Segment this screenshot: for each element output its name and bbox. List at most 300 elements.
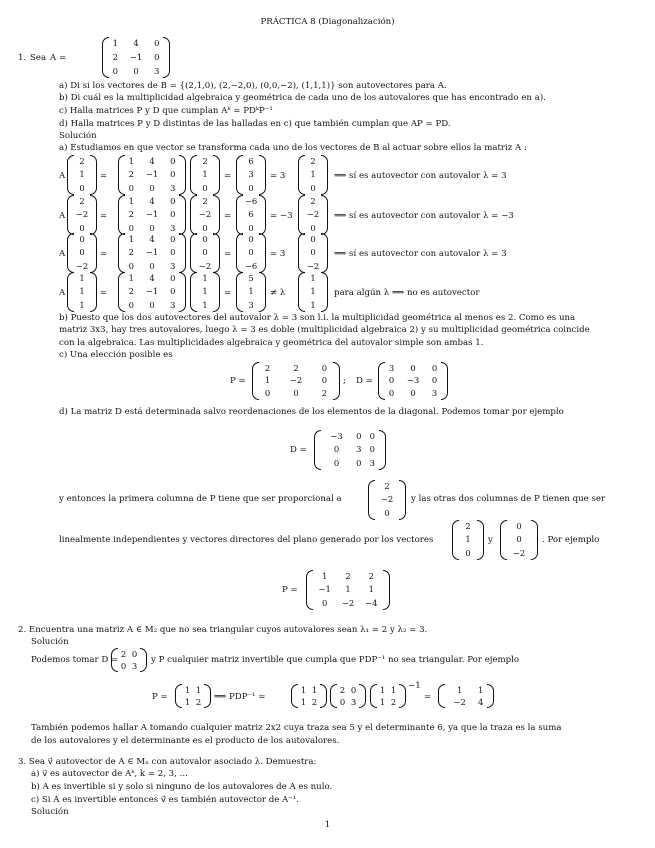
matrix-entry: 3 [431, 388, 438, 399]
vector [67, 155, 97, 195]
left-paren [438, 684, 445, 708]
matrix-entry: 0 [154, 38, 160, 49]
right-paren [90, 155, 97, 195]
right-paren [213, 155, 220, 195]
left-paren [298, 233, 305, 273]
conclusion: ⟹ sí es autovector con autovalor λ = −3 [334, 211, 514, 221]
matrix-D2 [314, 430, 386, 470]
matrix-entry: 0 [133, 65, 139, 76]
matrix-entry: 0 [170, 209, 176, 220]
matrix-entry: 1 [248, 286, 254, 297]
matrix-entry: −1 [145, 169, 159, 180]
solution-b-line1: b) Puesto que los dos autovectores del autovalor λ = 3 son l.i. la multiplicidad geométrica al menos es 2. Como es una [59, 313, 576, 323]
matrix-P [291, 684, 327, 708]
matrix-entry: −2 [75, 260, 89, 271]
matrix-entry: 1 [184, 696, 191, 707]
matrix-entry: 0 [79, 234, 85, 245]
matrix-entry: 1 [202, 299, 208, 310]
matrix-entry: 0 [310, 247, 316, 258]
right-paren [321, 233, 328, 273]
right-paren [477, 520, 484, 560]
matrix-entry: 0 [321, 375, 328, 386]
solution-text: También podemos hallar A tomando cualquier matriz 2x2 cuya traza sea 5 y el determinante 6, ya que la traza es la suma [31, 723, 562, 733]
matrix-entry: 2 [79, 156, 85, 167]
right-paren [179, 155, 186, 195]
matrix-entry: 1 [128, 156, 134, 167]
vector [298, 155, 328, 195]
matrix-entry: 0 [516, 534, 522, 545]
right-paren [140, 648, 147, 672]
left-paren [118, 195, 125, 235]
left-paren [67, 233, 74, 273]
matrix-entry: 0 [128, 260, 134, 271]
right-paren [321, 155, 328, 195]
right-paren [90, 272, 97, 312]
matrix-entry: 0 [369, 444, 375, 455]
matrix-entry: 0 [388, 388, 395, 399]
implies: ⟹ PDP⁻¹ = [214, 692, 266, 702]
right-paren [213, 233, 220, 273]
left-paren [102, 37, 109, 78]
matrix-P [370, 684, 406, 708]
left-paren [236, 272, 243, 312]
right-paren [487, 684, 494, 708]
matrix-A [118, 195, 186, 235]
matrix-entry: 0 [79, 182, 85, 193]
matrix-entry: 0 [170, 156, 176, 167]
matrix-entry: −1 [145, 286, 159, 297]
right-paren [321, 195, 328, 235]
matrix-P2 [306, 570, 390, 610]
matrix-entry: 0 [410, 362, 416, 373]
right-paren [383, 570, 390, 610]
right-paren [179, 272, 186, 312]
matrix-entry: 1 [300, 684, 307, 695]
matrix-label: D = [290, 445, 307, 455]
matrix-D [111, 648, 147, 672]
left-paren [330, 684, 337, 708]
question-b: b) A es invertible si y solo si ninguno de los autovalores de A es nulo. [31, 782, 333, 792]
left-paren [291, 684, 298, 708]
matrix-A [118, 233, 186, 273]
matrix-entry: 0 [431, 362, 438, 373]
A-symbol: A [59, 288, 66, 298]
matrix-entry: 1 [202, 286, 208, 297]
column-vector [500, 520, 538, 560]
left-paren [314, 430, 321, 470]
matrix-entry: 2 [195, 696, 202, 707]
matrix-entry: 0 [293, 388, 299, 399]
matrix-entry: 3 [356, 444, 362, 455]
matrix-entry: 0 [149, 299, 155, 310]
separator: ; [343, 376, 346, 386]
matrix-entry: −2 [198, 260, 212, 271]
left-paren [298, 272, 305, 312]
scalar-relation: = 3 [270, 171, 286, 181]
matrix-entry: 0 [202, 222, 208, 233]
result-vector [236, 155, 266, 195]
matrix-entry: 0 [333, 444, 340, 455]
vector [190, 272, 220, 312]
matrix-entry: 0 [384, 507, 390, 518]
matrix-entry: 1 [79, 273, 85, 284]
matrix-entry: 0 [410, 388, 416, 399]
matrix-entry: 0 [112, 65, 118, 76]
matrix-label: P = [152, 692, 168, 702]
matrix-entry: −1 [318, 584, 331, 595]
matrix-entry: 0 [264, 388, 271, 399]
right-paren [320, 684, 327, 708]
matrix-entry: 1 [465, 534, 471, 545]
matrix-entry: 1 [112, 38, 118, 49]
matrix-entry: −1 [145, 209, 159, 220]
right-paren [179, 195, 186, 235]
matrix-entry: 0 [388, 375, 395, 386]
matrix-entry: 0 [248, 182, 254, 193]
vector [190, 233, 220, 273]
matrix-entry: 1 [311, 684, 318, 695]
A-symbol: A [59, 249, 66, 259]
equals: = [224, 288, 232, 298]
matrix-entry: 2 [293, 362, 299, 373]
matrix-entry: 4 [133, 38, 139, 49]
problem-3-question: 3. Sea v⃗ autovector de A ∈ Mₙ con autovalor asociado λ. Demuestra: [18, 757, 317, 767]
equals: = [224, 211, 232, 221]
matrix-entry: 1 [79, 169, 85, 180]
left-paren [118, 272, 125, 312]
right-paren [213, 195, 220, 235]
equals: = [100, 249, 108, 259]
left-paren [368, 480, 375, 520]
left-paren [236, 155, 243, 195]
vector [298, 233, 328, 273]
scalar-relation: ≠ λ [270, 288, 286, 298]
matrix-D [330, 684, 366, 708]
vector [67, 233, 97, 273]
left-paren [175, 684, 182, 708]
left-paren [378, 362, 385, 400]
matrix-entry: 3 [388, 362, 395, 373]
column-vector [368, 480, 406, 520]
matrix-entry: 0 [356, 457, 362, 468]
left-paren [190, 233, 197, 273]
solution-b-line2: matriz 3x3, hay tres autovalores, luego λ = 3 es doble (multiplicidad algebraica 2) y su multiplicidad geométrica coincide [59, 325, 590, 335]
matrix-entry: 0 [321, 597, 328, 608]
left-paren [190, 155, 197, 195]
matrix-entry: 1 [128, 234, 134, 245]
solution-a: a) Estudiamos en que vector se transforma cada uno de los vectores de B al actuar sobre ellos la matriz A : [59, 143, 527, 153]
matrix-entry: 1 [300, 696, 307, 707]
matrix-entry: 0 [339, 696, 346, 707]
vector [298, 195, 328, 235]
solution-c: c) Una elección posible es [59, 350, 173, 360]
matrix-entry: 0 [248, 234, 254, 245]
matrix-entry: 0 [149, 260, 155, 271]
matrix-entry: −2 [380, 494, 394, 505]
matrix-entry: 5 [248, 273, 254, 284]
matrix-entry: 0 [321, 362, 328, 373]
matrix-entry: 0 [350, 684, 357, 695]
matrix-entry: 1 [456, 684, 463, 695]
matrix-entry: 2 [79, 196, 85, 207]
matrix-entry: 2 [202, 196, 208, 207]
matrix-entry: 0 [333, 457, 340, 468]
matrix-entry: 3 [170, 182, 176, 193]
right-paren [333, 362, 340, 400]
solution-text: de los autovalores y el determinante es el producto de los autovalores. [31, 736, 340, 746]
matrix-entry: 0 [131, 648, 138, 659]
matrix-entry: 0 [310, 234, 316, 245]
matrix-entry: 1 [128, 196, 134, 207]
vector [190, 195, 220, 235]
matrix-entry: 1 [128, 273, 134, 284]
matrix-entry: 0 [356, 431, 362, 442]
vector [67, 272, 97, 312]
matrix-entry: 3 [170, 222, 176, 233]
right-paren [204, 684, 211, 708]
left-paren [370, 684, 377, 708]
matrix-entry: 0 [202, 234, 208, 245]
matrix-entry: −2 [306, 260, 320, 271]
matrix-entry: 2 [128, 286, 134, 297]
matrix-entry: 1 [79, 286, 85, 297]
matrix-entry: 4 [149, 156, 155, 167]
column-vector [452, 520, 484, 560]
equals: = [424, 692, 432, 702]
question-a: a) Di si los vectores de B = {(2,1,0), (2,−2,0), (0,0,−2), (1,1,1)} son autovectores para A. [59, 81, 447, 91]
matrix-entry: −2 [198, 209, 212, 220]
matrix-entry: 2 [345, 571, 351, 582]
left-paren [111, 648, 118, 672]
matrix-entry: −1 [145, 247, 159, 258]
equals: = [224, 171, 232, 181]
matrix-entry: 3 [248, 169, 254, 180]
matrix-entry: 1 [184, 684, 191, 695]
matrix-entry: 1 [310, 286, 316, 297]
solution-text: Podemos tomar D = [31, 655, 119, 665]
matrix-entry: 0 [465, 547, 471, 558]
right-paren [213, 272, 220, 312]
matrix-entry: 6 [248, 209, 254, 220]
A-symbol: A [59, 171, 66, 181]
problem-number: 1. [18, 53, 27, 63]
matrix-entry: −6 [244, 196, 258, 207]
matrix-entry: 0 [310, 222, 316, 233]
matrix-entry: 0 [202, 182, 208, 193]
matrix-entry: 0 [170, 169, 176, 180]
matrix-entry: 2 [128, 169, 134, 180]
left-paren [236, 233, 243, 273]
page-number: 1 [324, 820, 331, 830]
equals: = [100, 288, 108, 298]
matrix-entry: 0 [170, 286, 176, 297]
matrix-entry: −6 [244, 260, 258, 271]
matrix-entry: 0 [248, 222, 254, 233]
conclusion: ⟹ sí es autovector con autovalor λ = 3 [334, 249, 507, 259]
matrix-entry: 1 [264, 375, 271, 386]
left-paren [67, 155, 74, 195]
matrix-entry: 0 [202, 247, 208, 258]
matrix-entry: 0 [128, 299, 134, 310]
matrix-entry: 2 [368, 571, 374, 582]
conclusion: para algún λ ⟹ no es autovector [334, 288, 480, 298]
problem-text: Sea [30, 53, 47, 63]
right-paren [179, 233, 186, 273]
right-paren [379, 430, 386, 470]
matrix-entry: 3 [170, 260, 176, 271]
matrix-label: P = [230, 376, 246, 386]
right-paren [399, 480, 406, 520]
question-c: c) Si A es invertible entonces v⃗ es también autovector de A⁻¹. [31, 795, 299, 805]
matrix-entry: 2 [202, 156, 208, 167]
left-paren [118, 233, 125, 273]
matrix-entry: 0 [170, 196, 176, 207]
matrix-entry: 4 [477, 696, 484, 707]
right-paren [321, 272, 328, 312]
right-paren [399, 684, 406, 708]
matrix-entry: 0 [516, 521, 522, 532]
left-paren [118, 155, 125, 195]
conjunction: y [488, 535, 493, 545]
matrix-entry: 2 [311, 696, 318, 707]
right-paren [441, 362, 448, 400]
solution-d-line: . Por ejemplo [542, 535, 600, 545]
matrix-entry: 0 [154, 51, 160, 62]
vector [298, 272, 328, 312]
matrix-entry: −2 [341, 597, 355, 608]
matrix-entry: 2 [264, 362, 271, 373]
solution-d: d) La matriz D está determinada salvo reordenaciones de los elementos de la diagonal. Podemos tomar por ejemplo [59, 407, 564, 417]
vector [67, 195, 97, 235]
matrix-entry: 0 [170, 234, 176, 245]
matrix-entry: −3 [406, 375, 420, 386]
matrix-entry: 0 [310, 182, 316, 193]
matrix-entry: 0 [149, 222, 155, 233]
left-paren [298, 195, 305, 235]
matrix-entry: 4 [149, 234, 155, 245]
matrix-entry: −3 [330, 431, 343, 442]
question-b: b) Di cuál es la multiplicidad algebraica y geométrica de cada uno de los autovalores que has encontrado en a). [59, 93, 546, 103]
left-paren [252, 362, 259, 400]
matrix-entry: 0 [248, 247, 254, 258]
A-symbol: A [59, 211, 66, 221]
matrix-entry: 1 [477, 684, 484, 695]
matrix-entry: 0 [128, 182, 134, 193]
question-a: a) v⃗ es autovector de Aᵏ, k = 2, 3, ... [31, 769, 188, 779]
matrix-entry: 0 [149, 182, 155, 193]
matrix-entry: −4 [365, 597, 378, 608]
matrix-entry: 1 [368, 584, 374, 595]
matrix-label: P = [282, 585, 298, 595]
matrix-entry: −2 [289, 375, 303, 386]
matrix-entry: 2 [339, 684, 346, 695]
matrix-entry: 2 [128, 247, 134, 258]
matrix-entry: 0 [369, 431, 375, 442]
matrix-entry: 3 [248, 299, 254, 310]
matrix-entry: −2 [512, 547, 526, 558]
matrix-entry: 6 [248, 156, 254, 167]
matrix-entry: 1 [321, 571, 328, 582]
matrix-D [378, 362, 448, 400]
right-paren [259, 272, 266, 312]
matrix-entry: −2 [453, 696, 466, 707]
left-paren [298, 155, 305, 195]
matrix-P [252, 362, 340, 400]
scalar-relation: = 3 [270, 249, 286, 259]
scalar-relation: = −3 [270, 211, 293, 221]
left-paren [67, 195, 74, 235]
matrix-entry: 4 [149, 273, 155, 284]
solution-heading: Solución [31, 637, 69, 647]
left-paren [67, 272, 74, 312]
conclusion: ⟹ sí es autovector con autovalor λ = 3 [334, 171, 507, 181]
left-paren [452, 520, 459, 560]
matrix-entry: 1 [379, 696, 386, 707]
left-paren [306, 570, 313, 610]
matrix-entry: 2 [310, 156, 316, 167]
result-vector [236, 195, 266, 235]
matrix-A [102, 37, 170, 78]
matrix-result [438, 684, 494, 708]
solution-d-line: y entonces la primera columna de P tiene que ser proporcional a [59, 494, 342, 504]
page-title: PRÁCTICA 8 (Diagonalización) [260, 17, 395, 27]
matrix-entry: 0 [79, 222, 85, 233]
matrix-entry: −1 [129, 51, 143, 62]
solution-text: y P cualquier matriz invertible que cumpla que PDP⁻¹ no sea triangular. Por ejemplo [151, 655, 520, 665]
matrix-entry: −2 [306, 209, 320, 220]
matrix-label: D = [356, 376, 373, 386]
matrix-entry: 1 [379, 684, 386, 695]
problem-2-question: 2. Encuentra una matriz A ∈ M₂ que no sea triangular cuyos autovalores sean λ₁ = 2 y λ₂ = 3. [18, 625, 428, 635]
left-paren [190, 195, 197, 235]
solution-b-line3: con la algebraica. Las multiplicidades algebraica y geométrica del autovalor simple son ambas 1. [59, 338, 484, 348]
right-paren [531, 520, 538, 560]
matrix-entry: 2 [310, 196, 316, 207]
matrix-entry: 0 [431, 375, 438, 386]
matrix-entry: 1 [310, 273, 316, 284]
left-paren [190, 272, 197, 312]
matrix-entry: 3 [154, 65, 160, 76]
matrix-P [175, 684, 211, 708]
matrix-entry: 3 [170, 299, 176, 310]
matrix-entry: 0 [170, 273, 176, 284]
matrix-entry: 1 [310, 169, 316, 180]
right-paren [90, 195, 97, 235]
solution-heading: Solución [31, 807, 69, 817]
right-paren [259, 195, 266, 235]
result-vector [236, 233, 266, 273]
matrix-entry: 0 [170, 247, 176, 258]
matrix-entry: 0 [79, 247, 85, 258]
matrix-entry: 0 [120, 660, 127, 671]
matrix-entry: 3 [131, 660, 138, 671]
equals: = [224, 249, 232, 259]
matrix-entry: 2 [321, 388, 328, 399]
equals: = [100, 211, 108, 221]
matrix-entry: 1 [390, 684, 397, 695]
matrix-entry: 2 [112, 51, 118, 62]
matrix-entry: 2 [390, 696, 397, 707]
left-paren [500, 520, 507, 560]
solution-d-line: linealmente independientes y vectores directores del plano generado por los vectores [59, 535, 434, 545]
matrix-entry: 3 [369, 457, 375, 468]
matrix-entry: 2 [465, 521, 471, 532]
matrix-entry: 2 [128, 209, 134, 220]
matrix-entry: 1 [310, 299, 316, 310]
matrix-entry: 1 [79, 299, 85, 310]
matrix-entry: 3 [350, 696, 357, 707]
matrix-A [118, 272, 186, 312]
